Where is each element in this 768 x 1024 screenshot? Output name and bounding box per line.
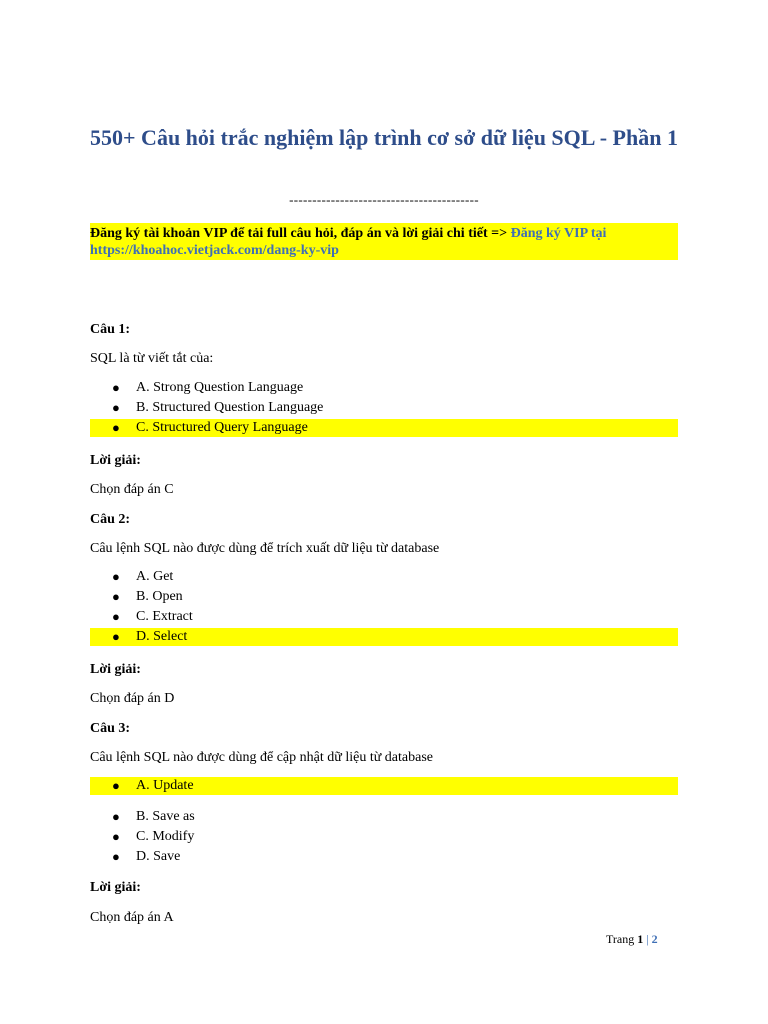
answer-option-text: B. Save as bbox=[136, 809, 195, 824]
title-divider: ----------------------------------------- bbox=[289, 192, 479, 207]
answer-option-text: C. Structured Query Language bbox=[136, 420, 308, 435]
answer-option-correct bbox=[90, 628, 678, 646]
question-text: Câu lệnh SQL nào được dùng để cập nhật dữ liệu từ database bbox=[90, 750, 433, 765]
bullet-icon: ● bbox=[112, 589, 120, 604]
answer-option-text: B. Structured Question Language bbox=[136, 400, 324, 415]
solution-label: Lời giải: bbox=[90, 662, 141, 677]
solution-label: Lời giải: bbox=[90, 880, 141, 895]
answer-option bbox=[90, 807, 678, 827]
page-separator: | bbox=[646, 932, 649, 946]
answer-option bbox=[90, 607, 678, 627]
bullet-icon: ● bbox=[112, 569, 120, 584]
question-label: Câu 1: bbox=[90, 322, 131, 337]
bullet-icon: ● bbox=[112, 629, 120, 644]
answer-option bbox=[90, 827, 678, 847]
bullet-icon: ● bbox=[112, 809, 120, 824]
document-title: 550+ Câu hỏi trắc nghiệm lập trình cơ sở dữ liệu SQL - Phần 1 bbox=[90, 125, 678, 150]
answer-option-text: C. Extract bbox=[136, 609, 193, 624]
answer-option-correct bbox=[90, 777, 678, 795]
answer-option bbox=[90, 398, 678, 418]
vip-register-link[interactable]: Đăng ký VIP tại https://khoahoc.vietjack.com/dang-ky-vip bbox=[90, 226, 607, 258]
bullet-icon: ● bbox=[112, 420, 120, 435]
solution-text: Chọn đáp án C bbox=[90, 482, 174, 497]
answer-options bbox=[90, 777, 678, 867]
total-pages: 2 bbox=[651, 932, 658, 946]
question-label: Câu 3: bbox=[90, 721, 131, 736]
vip-banner bbox=[90, 223, 678, 260]
answer-option-correct bbox=[90, 419, 678, 437]
answer-option-text: A. Update bbox=[136, 778, 194, 793]
answer-option bbox=[90, 378, 678, 398]
bullet-icon: ● bbox=[112, 849, 120, 864]
page-number-footer bbox=[606, 932, 658, 947]
question-text: Câu lệnh SQL nào được dùng để trích xuất dữ liệu từ database bbox=[90, 541, 440, 556]
vip-banner-text: Đăng ký tài khoản VIP để tải full câu hỏi, đáp án và lời giải chi tiết => bbox=[90, 226, 508, 241]
solution-label: Lời giải: bbox=[90, 453, 141, 468]
answer-option bbox=[90, 847, 678, 867]
solution-text: Chọn đáp án D bbox=[90, 691, 175, 706]
question-label: Câu 2: bbox=[90, 512, 131, 527]
answer-option bbox=[90, 587, 678, 607]
solution-text: Chọn đáp án A bbox=[90, 910, 174, 925]
answer-option bbox=[90, 567, 678, 587]
answer-option-text: A. Strong Question Language bbox=[136, 380, 304, 395]
bullet-icon: ● bbox=[112, 400, 120, 415]
bullet-icon: ● bbox=[112, 380, 120, 395]
current-page: 1 bbox=[637, 932, 644, 946]
answer-options bbox=[90, 567, 678, 646]
answer-option-text: D. Select bbox=[136, 629, 188, 644]
bullet-icon: ● bbox=[112, 829, 120, 844]
answer-option-text: B. Open bbox=[136, 589, 183, 604]
bullet-icon: ● bbox=[112, 609, 120, 624]
question-text: SQL là từ viết tắt của: bbox=[90, 351, 214, 366]
page-prefix: Trang bbox=[606, 932, 635, 946]
bullet-icon: ● bbox=[112, 778, 120, 793]
answer-option-text: C. Modify bbox=[136, 829, 195, 844]
answer-options bbox=[90, 378, 678, 437]
answer-option-text: D. Save bbox=[136, 849, 181, 864]
answer-option-text: A. Get bbox=[136, 569, 174, 584]
